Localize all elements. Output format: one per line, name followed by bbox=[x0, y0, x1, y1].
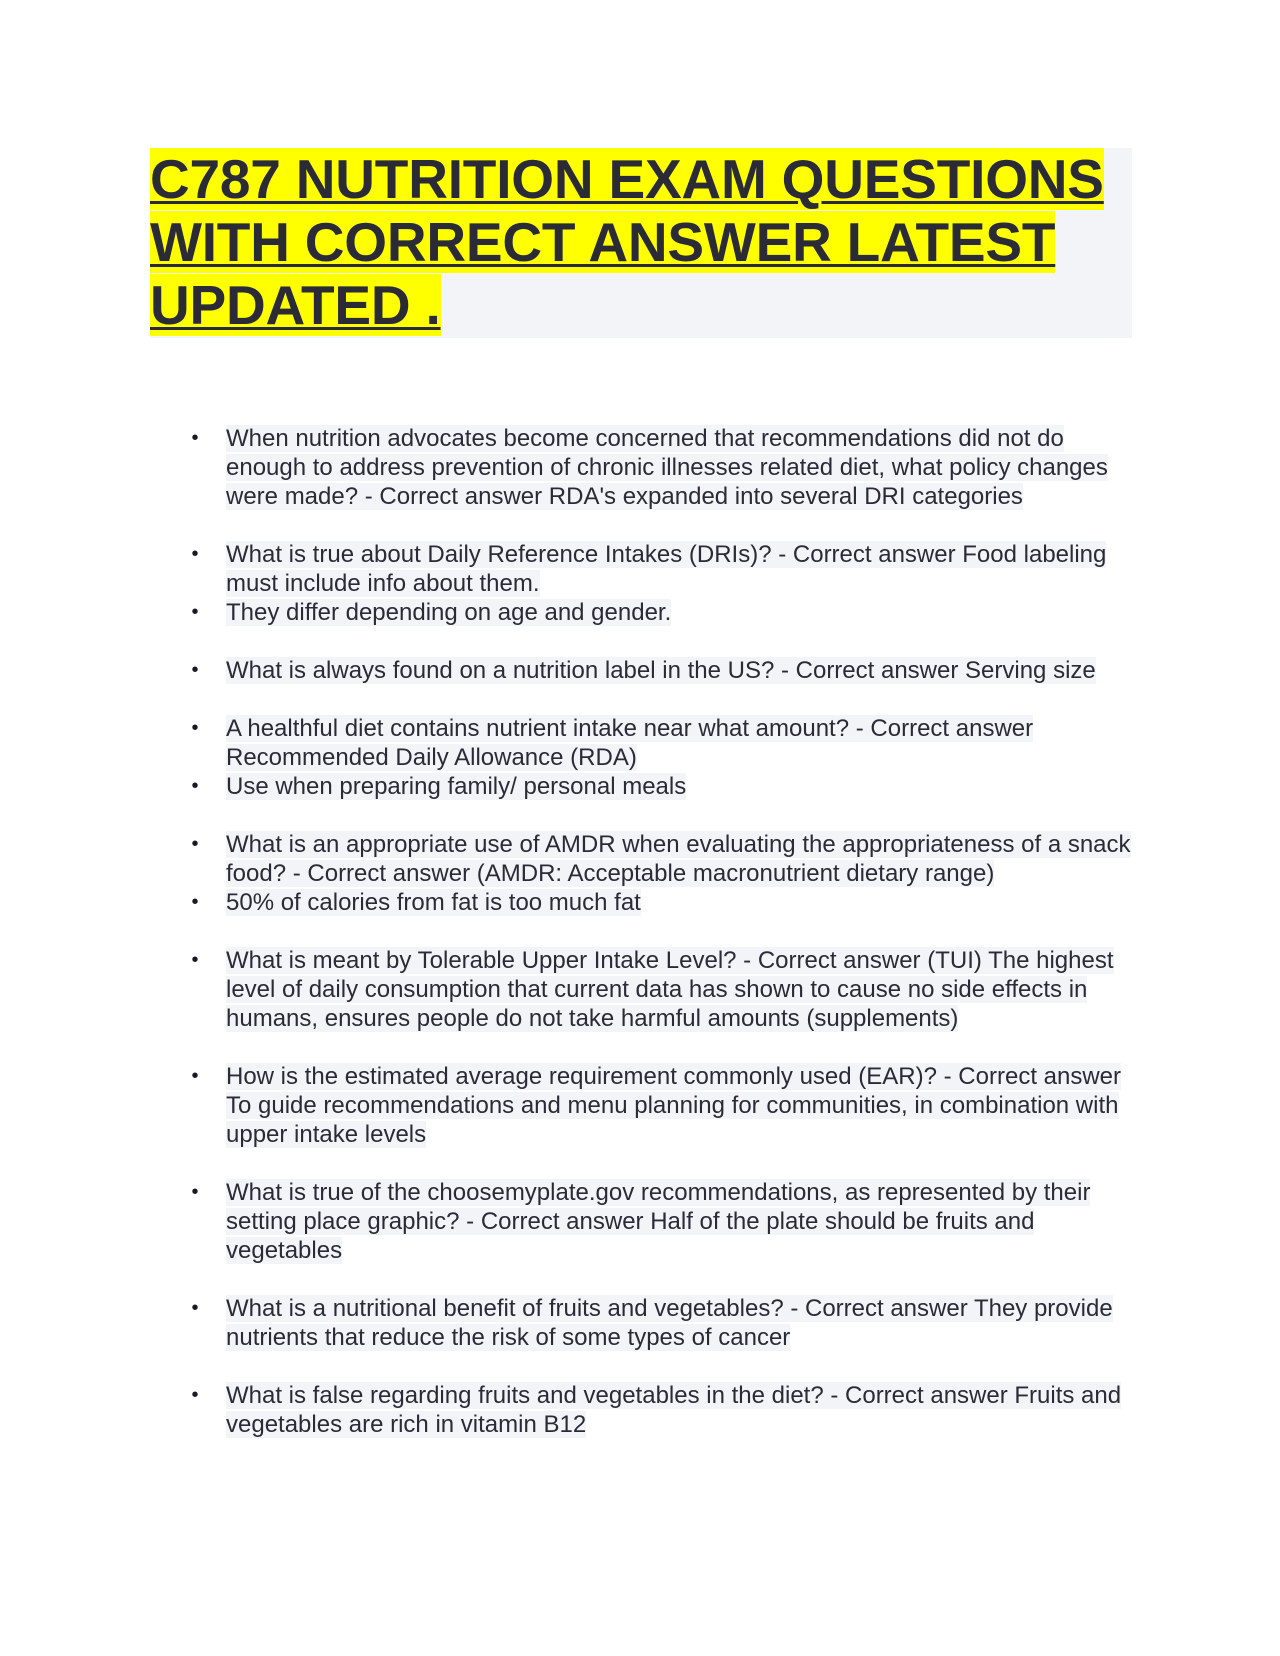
bullet-icon: • bbox=[191, 427, 199, 449]
page-title bbox=[150, 148, 1132, 337]
qa-group bbox=[188, 656, 1148, 685]
list-item bbox=[188, 598, 1148, 627]
list-item bbox=[188, 946, 1148, 1033]
qa-group bbox=[188, 1381, 1148, 1439]
list-item-text: They differ depending on age and gender. bbox=[226, 599, 672, 626]
list-item bbox=[188, 1381, 1148, 1439]
list-item-text: What is an appropriate use of AMDR when evaluating the appropriateness of a snack food? - Correct answer (AMDR: Acceptable macronutrient dietary range) bbox=[226, 831, 1131, 887]
bullet-icon: • bbox=[191, 659, 199, 681]
question-answer-list bbox=[188, 424, 1148, 1468]
list-item-text: When nutrition advocates become concerned that recommendations did not do enough to address prevention of chronic illnesses related diet, what policy changes were made? - Correct answer RDA's expanded into several DRI categories bbox=[226, 425, 1108, 510]
list-item-text: A healthful diet contains nutrient intake near what amount? - Correct answer Recommended Daily Allowance (RDA) bbox=[226, 715, 1034, 771]
bullet-icon: • bbox=[191, 601, 199, 623]
list-item bbox=[188, 772, 1148, 801]
list-item bbox=[188, 1178, 1148, 1265]
bullet-icon: • bbox=[191, 1384, 199, 1406]
bullet-icon: • bbox=[191, 775, 199, 797]
qa-group bbox=[188, 1178, 1148, 1265]
bullet-icon: • bbox=[191, 717, 199, 739]
list-item-text: What is a nutritional benefit of fruits and vegetables? - Correct answer They provide nutrients that reduce the risk of some types of cancer bbox=[226, 1295, 1113, 1351]
qa-group bbox=[188, 946, 1148, 1033]
list-item bbox=[188, 714, 1148, 772]
list-item-text: 50% of calories from fat is too much fat bbox=[226, 889, 641, 916]
list-item bbox=[188, 830, 1148, 888]
list-item-text: What is always found on a nutrition label in the US? - Correct answer Serving size bbox=[226, 657, 1096, 684]
list-item bbox=[188, 656, 1148, 685]
qa-group bbox=[188, 1294, 1148, 1352]
qa-group bbox=[188, 1062, 1148, 1149]
qa-group bbox=[188, 424, 1148, 511]
list-item-text: What is true of the choosemyplate.gov recommendations, as represented by their setting place graphic? - Correct answer Half of the plate should be fruits and vegetables bbox=[226, 1179, 1091, 1264]
list-item-text: How is the estimated average requirement commonly used (EAR)? - Correct answer To guide recommendations and menu planning for communities, in combination with upper intake levels bbox=[226, 1063, 1122, 1148]
list-item-text: What is true about Daily Reference Intakes (DRIs)? - Correct answer Food labeling must include info about them. bbox=[226, 541, 1107, 597]
list-item-text: What is meant by Tolerable Upper Intake Level? - Correct answer (TUI) The highest level of daily consumption that current data has shown to cause no side effects in humans, ensures people do not take harmful amounts (supplements) bbox=[226, 947, 1114, 1032]
bullet-icon: • bbox=[191, 891, 199, 913]
bullet-icon: • bbox=[191, 543, 199, 565]
list-item bbox=[188, 1062, 1148, 1149]
list-item bbox=[188, 540, 1148, 598]
list-item-text: Use when preparing family/ personal meals bbox=[226, 773, 687, 800]
title-text: C787 NUTRITION EXAM QUESTIONS WITH CORRECT ANSWER LATEST UPDATED . bbox=[150, 148, 1104, 336]
bullet-icon: • bbox=[191, 1065, 199, 1087]
qa-group bbox=[188, 830, 1148, 917]
title-block bbox=[150, 148, 1132, 338]
qa-group bbox=[188, 540, 1148, 627]
list-item bbox=[188, 1294, 1148, 1352]
list-item bbox=[188, 888, 1148, 917]
bullet-icon: • bbox=[191, 1181, 199, 1203]
bullet-icon: • bbox=[191, 1297, 199, 1319]
list-item bbox=[188, 424, 1148, 511]
bullet-icon: • bbox=[191, 949, 199, 971]
qa-group bbox=[188, 714, 1148, 801]
bullet-icon: • bbox=[191, 833, 199, 855]
list-item-text: What is false regarding fruits and vegetables in the diet? - Correct answer Fruits and vegetables are rich in vitamin B12 bbox=[226, 1382, 1122, 1438]
